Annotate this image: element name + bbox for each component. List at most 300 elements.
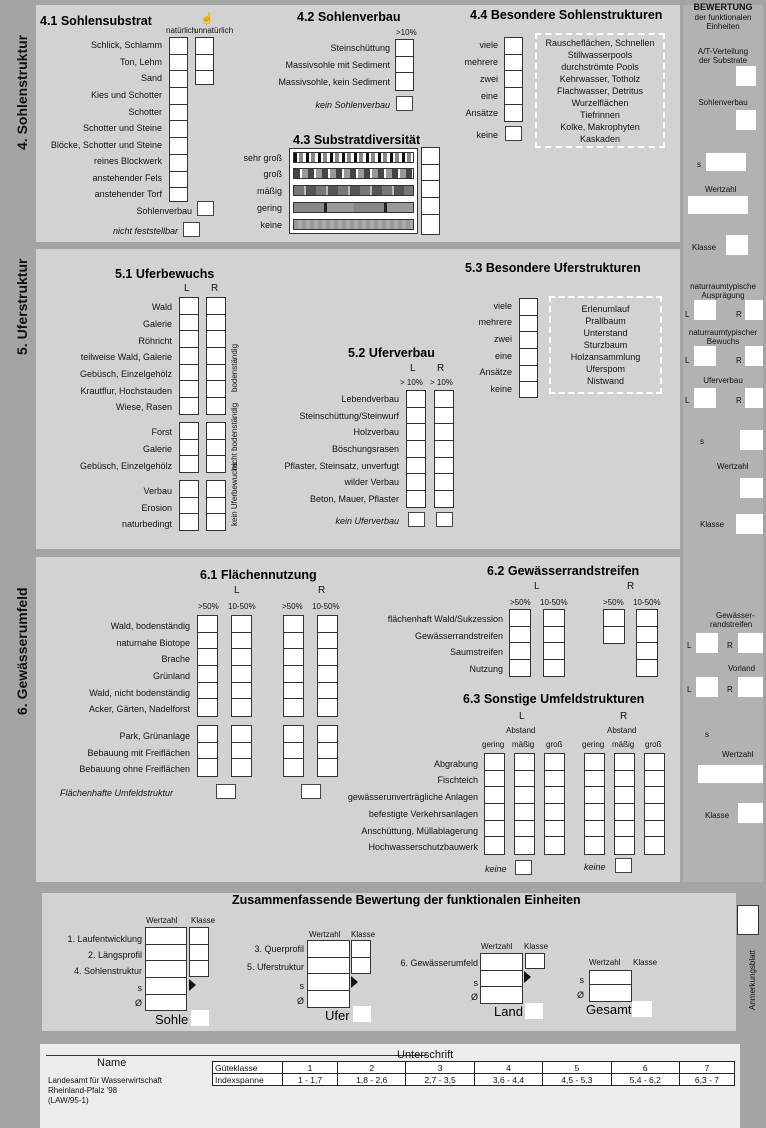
h62-c1: >50% (510, 598, 531, 607)
h63-c: mäßig (512, 740, 535, 749)
sum-klasse: Klasse (633, 958, 658, 967)
h51-r: R (211, 283, 219, 294)
h62-L-10-50[interactable] (543, 609, 565, 677)
h63-item: Abgrabung (433, 759, 478, 769)
is-range: 2,7 - 3,5 (406, 1074, 474, 1086)
h61-item: Park, Grünanlage (119, 731, 190, 741)
bew-label: naturraumtypischer (688, 328, 758, 337)
h61-R-10-50[interactable] (317, 615, 338, 717)
is-range: 6,3 - 7 (679, 1074, 734, 1086)
h52-col: > 10% (430, 378, 453, 387)
h53-title: 5.3 Besondere Uferstrukturen (465, 261, 641, 275)
footer-pub: Rheinland-Pfalz '98 (48, 1086, 118, 1095)
h63-c: gering (582, 740, 605, 749)
checkbox[interactable] (183, 222, 200, 237)
footer-name: Name (97, 1057, 127, 1069)
diversity-pattern (293, 152, 414, 163)
hand-icon: ☝ (200, 13, 214, 25)
h62-l: L (534, 581, 540, 592)
h41-item: anstehender Torf (94, 189, 162, 199)
sum-land-item: s (473, 978, 478, 988)
sum-land-label: Land (494, 1004, 523, 1019)
h53-level: Ansätze (479, 367, 512, 377)
h41-item: Kies und Schotter (90, 90, 162, 100)
sum-land-klasse[interactable] (525, 953, 545, 969)
h43-item: mäßig (256, 186, 282, 196)
h41-item: Schotter und Steine (82, 123, 162, 133)
h41-item: Schotter (128, 107, 162, 117)
sum-gesamt-result[interactable] (632, 1001, 652, 1017)
sum-ufer-label: Ufer (325, 1008, 350, 1023)
h63-title: 6.3 Sonstige Umfeldstrukturen (463, 692, 645, 706)
h53-item: Prallbaum (585, 316, 626, 326)
h61-l: L (234, 585, 240, 596)
bew-klasse: Klasse (705, 811, 730, 820)
h44-item: Stillwasserpools (567, 50, 633, 60)
side-label: Anmerkungsblatt (748, 949, 757, 1010)
h61-item: Wald, bodenständig (110, 621, 190, 631)
bew-L: L (685, 356, 690, 365)
bew-input[interactable] (738, 633, 763, 653)
gueteklasse-table (212, 1061, 735, 1086)
bew-input[interactable] (694, 388, 716, 408)
sum-sohle-item: 1. Laufentwicklung (67, 934, 142, 944)
h41-item: Sohlenverbau (136, 206, 192, 216)
h51-L-group3[interactable] (179, 480, 199, 531)
h63-r: R (620, 711, 628, 722)
bew-L: L (687, 685, 692, 694)
sum-ufer-item: s (299, 981, 304, 991)
bew-klasse: Klasse (700, 520, 725, 529)
h61-item: Brache (161, 654, 190, 664)
bew-label: Bewuchs (706, 337, 740, 346)
h52-item: Böschungsrasen (331, 444, 399, 454)
bew-R: R (736, 356, 742, 365)
bew-sub: der funktionalen (694, 13, 752, 22)
bew-label: Ausprägung (701, 291, 745, 300)
sum-sohle-klasse[interactable] (189, 927, 209, 977)
h42-item: Massivsohle mit Sediment (285, 60, 390, 70)
checkbox[interactable] (615, 858, 632, 873)
h53-level: mehrere (478, 317, 512, 327)
bew-label: der Substrate (698, 56, 748, 65)
h43-checkboxes[interactable] (421, 147, 440, 235)
is-range: 4,5 - 5,3 (543, 1074, 611, 1086)
h63-c: groß (645, 740, 662, 749)
footer-area (40, 1044, 740, 1128)
h44-item: durchströmte Pools (561, 62, 639, 72)
h44-title: 4.4 Besondere Sohlenstrukturen (470, 8, 663, 22)
bew-label: Vorland (728, 664, 756, 673)
h41-item: reines Blockwerk (93, 156, 162, 166)
h63-R-gering[interactable] (584, 753, 605, 855)
gk-label: Güteklasse (213, 1062, 283, 1074)
sum-land-item: Ø (470, 992, 478, 1002)
h52-item: Beton, Mauer, Pflaster (309, 494, 399, 504)
h63-R-maessig[interactable] (614, 753, 635, 855)
h63-L-gering[interactable] (484, 753, 505, 855)
bew-L: L (687, 641, 692, 650)
h62-item: Gewässerrandstreifen (414, 631, 503, 641)
h51-item: Wald (151, 302, 172, 312)
h53-item: Holzansammlung (570, 352, 641, 362)
h61-extra: Flächenhafte Umfeldstruktur (60, 788, 174, 798)
footer-pub: (LAW/95-1) (48, 1096, 89, 1105)
h51-item: Verbau (143, 486, 172, 496)
is-range: 1 - 1,7 (283, 1074, 338, 1086)
h51-title: 5.1 Uferbewuchs (115, 267, 215, 281)
checkbox[interactable] (436, 512, 453, 527)
checkbox[interactable] (197, 201, 214, 216)
sum-sohle-label: Sohle (155, 1012, 189, 1027)
h51-item: teilweise Wald, Galerie (80, 352, 172, 362)
h63-L-maessig[interactable] (514, 753, 535, 855)
h63-l: L (519, 711, 525, 722)
bew-klasse: Klasse (692, 243, 717, 252)
bew-input[interactable] (745, 346, 763, 366)
h53-level: zwei (493, 334, 512, 344)
sum-ufer-item: Ø (296, 996, 304, 1006)
h62-R-gt50[interactable] (603, 609, 625, 644)
h63-L-gross[interactable] (544, 753, 565, 855)
sum-wertzahl: Wertzahl (589, 958, 621, 967)
h41-col2: unnatürlich (194, 26, 234, 35)
sum-sohle-item: 4. Sohlenstruktur (73, 966, 142, 976)
h62-item: flächenhaft Wald/Sukzession (387, 614, 503, 624)
h63-c: groß (546, 740, 563, 749)
h53-item: Sturzbaum (583, 340, 628, 350)
arrow-icon (189, 979, 196, 991)
gk-class: 5 (543, 1062, 611, 1074)
bew-wertzahl: Wertzahl (722, 750, 754, 759)
h51-item: Gebüsch, Einzelgehölz (79, 461, 172, 471)
checkbox[interactable] (396, 96, 413, 111)
h62-R-10-50[interactable] (636, 609, 658, 677)
bew-label: randstreifen (710, 620, 753, 629)
bew-s: s (705, 730, 709, 739)
h52-item: Lebendverbau (341, 394, 399, 404)
h53-item: Nistwand (586, 376, 624, 386)
bew-input[interactable] (736, 514, 763, 534)
h61-r: R (318, 585, 326, 596)
h61-c1: >50% (198, 602, 219, 611)
h52-l: L (410, 363, 416, 374)
checkbox[interactable] (408, 512, 425, 527)
h63-abstand: Abstand (607, 726, 637, 735)
h61-title: 6.1 Flächennutzung (200, 568, 317, 582)
bew-input[interactable] (740, 430, 763, 450)
is-label: Indexspanne (213, 1074, 283, 1086)
h53-checkboxes[interactable] (519, 298, 538, 398)
bew-input[interactable] (726, 235, 748, 255)
arrow-icon (524, 971, 531, 983)
h43-item: keine (260, 220, 282, 230)
h43-title: 4.3 Substratdiversität (293, 133, 421, 147)
sum-ufer-item: 3. Querprofil (254, 944, 304, 954)
diversity-pattern (293, 168, 414, 179)
h62-item: Saumstreifen (449, 647, 503, 657)
h51-R-group2[interactable] (206, 422, 226, 473)
h44-level: zwei (479, 74, 498, 84)
h52-item: Pflaster, Steinsatz, unverfugt (284, 461, 399, 471)
h42-item: Steinschüttung (330, 43, 390, 53)
sum-wertzahl: Wertzahl (309, 930, 341, 939)
bew-L: L (685, 396, 690, 405)
h61-L-10-50[interactable] (231, 615, 252, 717)
bew-R: R (736, 396, 742, 405)
sum-wertzahl: Wertzahl (146, 916, 178, 925)
h61-item: Bebauung ohne Freiflächen (79, 764, 190, 774)
h41-item: Ton, Lehm (119, 57, 162, 67)
h44-item: Flachwasser, Detritus (556, 86, 644, 96)
gk-class: 7 (679, 1062, 734, 1074)
bew-input[interactable] (736, 110, 756, 130)
gk-class: 3 (406, 1062, 474, 1074)
bew-input[interactable] (745, 388, 763, 408)
h62-r: R (627, 581, 635, 592)
h43-item: groß (263, 169, 282, 179)
h41-item: Schlick, Schlamm (90, 40, 162, 50)
bew-input[interactable] (736, 66, 756, 86)
h62-item: Nutzung (469, 664, 503, 674)
sum-klasse: Klasse (191, 916, 216, 925)
h41-unnatural-checkboxes[interactable] (195, 37, 214, 85)
sum-gesamt-label: Gesamt (586, 1002, 632, 1017)
h63-R-gross[interactable] (644, 753, 665, 855)
h52-item: Holzverbau (353, 427, 399, 437)
is-range: 3,6 - 4,4 (474, 1074, 542, 1086)
h52-item: kein Uferverbau (335, 516, 399, 526)
bew-R: R (727, 641, 733, 650)
gk-class: 6 (611, 1062, 679, 1074)
h51-l: L (184, 283, 190, 294)
h62-title: 6.2 Gewässerrandstreifen (487, 564, 640, 578)
h52-R-checkboxes[interactable] (434, 390, 454, 508)
h63-abstand: Abstand (506, 726, 536, 735)
diversity-pattern (293, 185, 414, 196)
h61-L-10-50-group2[interactable] (231, 725, 252, 777)
h41-col1: natürlich (166, 26, 197, 35)
h62-c2: 10-50% (633, 598, 661, 607)
bew-R: R (736, 310, 742, 319)
h61-L-gt50-group2[interactable] (197, 725, 218, 777)
bew-wertzahl: Wertzahl (717, 462, 749, 471)
h51-item: Galerie (142, 444, 172, 454)
sum-gesamt-wertzahl[interactable] (589, 970, 632, 1002)
h51-L-group1[interactable] (179, 297, 199, 415)
bew-label: naturraumtypische (690, 282, 756, 291)
h52-item: wilder Verbau (344, 477, 399, 487)
sum-land-result[interactable] (525, 1003, 543, 1019)
h63-item: Fischteich (437, 775, 478, 785)
bew-input[interactable] (738, 677, 763, 697)
h44-item: Kolke, Makrophyten (560, 122, 640, 132)
sum-klasse: Klasse (351, 930, 376, 939)
diversity-pattern (293, 202, 414, 213)
bew-input[interactable] (706, 153, 746, 171)
bew-input[interactable] (688, 196, 748, 214)
h51-g2label: nicht bodenständig (230, 402, 239, 470)
footer-pub: Landesamt für Wasserwirtschaft (48, 1076, 162, 1085)
h41-item: Sand (140, 73, 162, 83)
h63-item: gewässerunverträgliche Anlagen (347, 792, 478, 802)
h52-col: > 10% (400, 378, 423, 387)
sum-wertzahl: Wertzahl (481, 942, 513, 951)
h51-R-group3[interactable] (206, 480, 226, 531)
bew-label: Uferverbau (703, 376, 743, 385)
sum-ufer-wertzahl[interactable] (307, 940, 350, 1008)
sum-ufer-item: 5. Uferstruktur (246, 962, 304, 972)
h53-level: keine (490, 384, 512, 394)
h44-level: viele (479, 40, 498, 50)
h44-item: Wurzelflächen (571, 98, 629, 108)
h61-item: naturnahe Biotope (116, 638, 190, 648)
h52-L-checkboxes[interactable] (406, 390, 426, 508)
h61-R-gt50[interactable] (283, 615, 304, 717)
h42-item: kein Sohlenverbau (315, 100, 390, 110)
footer-unterschrift: Unterschrift (397, 1049, 454, 1061)
sum-land-item: 6. Gewässerumfeld (400, 958, 478, 968)
h61-L-gt50[interactable] (197, 615, 218, 717)
gk-class: 1 (283, 1062, 338, 1074)
bew-title: BEWERTUNG (693, 2, 753, 12)
h62-L-gt50[interactable] (509, 609, 531, 677)
side-tab (737, 905, 759, 935)
h41-item: anstehender Fels (92, 173, 162, 183)
h44-item: Rauscheflächen, Schnellen (545, 38, 655, 48)
footer-line (46, 1055, 426, 1056)
h63-keine: keine (584, 862, 606, 872)
bew-label: Gewässer- (716, 611, 755, 620)
checkbox[interactable] (515, 860, 532, 875)
h53-level: viele (493, 301, 512, 311)
h61-c1: >50% (282, 602, 303, 611)
section-label-6: 6. Gewässerumfeld (14, 587, 30, 715)
h51-item: naturbedingt (121, 519, 172, 529)
h51-item: Krautflur, Hochstauden (80, 386, 172, 396)
sum-sohle-result[interactable] (191, 1010, 209, 1026)
h42-checkboxes[interactable] (395, 39, 414, 91)
is-range: 5,4 - 6,2 (611, 1074, 679, 1086)
h63-c: gering (482, 740, 505, 749)
sum-sohle-item: 2. Längsprofil (87, 950, 142, 960)
h61-c2: 10-50% (228, 602, 256, 611)
h51-R-group1[interactable] (206, 297, 226, 415)
h63-item: Anschüttung, Müllablagerung (361, 826, 478, 836)
h51-item: Forst (151, 427, 172, 437)
h44-checkboxes[interactable] (504, 37, 523, 122)
h62-c2: 10-50% (540, 598, 568, 607)
h63-c: mäßig (612, 740, 635, 749)
h44-item: Kaskaden (579, 134, 621, 144)
h63-item: Hochwasserschutzbauwerk (368, 842, 478, 852)
bew-input[interactable] (694, 300, 716, 320)
bew-label: Sohlenverbau (698, 98, 748, 107)
h44-item: Kehrwasser, Totholz (559, 74, 641, 84)
sum-land-wertzahl[interactable] (480, 953, 523, 1004)
h41-item: Blöcke, Schotter und Steine (50, 140, 162, 150)
checkbox[interactable] (505, 126, 522, 141)
h43-item: sehr groß (243, 153, 282, 163)
h52-item: Steinschüttung/Steinwurf (299, 411, 399, 421)
sum-sohle-wertzahl[interactable] (145, 927, 187, 1011)
h53-item: Uferspom (585, 364, 625, 374)
h51-g1label: bodenständig (230, 343, 239, 392)
h61-item: Wald, nicht bodenständig (89, 688, 190, 698)
sum-klasse: Klasse (524, 942, 549, 951)
is-range: 1,8 - 2,6 (338, 1074, 406, 1086)
sum-ufer-result[interactable] (353, 1006, 371, 1022)
h42-item: Massivsohle, kein Sediment (278, 77, 390, 87)
h61-item: Grünland (152, 671, 190, 681)
sum-gesamt-item: Ø (576, 990, 584, 1000)
h42-col: >10% (396, 28, 417, 37)
h53-item: Erlenumlauf (581, 304, 630, 314)
h44-item: Tiefrinnen (580, 110, 620, 120)
h51-g3label: kein Uferbewuchs (230, 462, 239, 526)
bew-L: L (685, 310, 690, 319)
h61-c2: 10-50% (312, 602, 340, 611)
bew-s: s (700, 437, 704, 446)
h51-item: Erosion (141, 503, 172, 513)
h42-title: 4.2 Sohlenverbau (297, 10, 401, 24)
sum-ufer-klasse[interactable] (351, 940, 371, 974)
h53-item: Unterstand (583, 328, 628, 338)
sum-sohle-item: s (137, 983, 142, 993)
h52-title: 5.2 Uferverbau (348, 346, 435, 360)
section-label-5: 5. Uferstruktur (14, 258, 30, 355)
h61-item: Bebauung mit Freiflächen (87, 748, 190, 758)
gk-class: 4 (474, 1062, 542, 1074)
bew-input[interactable] (696, 633, 718, 653)
bew-input[interactable] (738, 803, 763, 823)
bew-input[interactable] (740, 478, 763, 498)
h41-item: nicht feststellbar (112, 226, 178, 236)
bew-label: A/T-Verteilung (697, 47, 749, 56)
h53-level: eine (494, 351, 512, 361)
h51-L-group2[interactable] (179, 422, 199, 473)
gk-class: 2 (338, 1062, 406, 1074)
bew-input[interactable] (694, 346, 716, 366)
h51-item: Wiese, Rasen (115, 402, 172, 412)
h62-c1: >50% (603, 598, 624, 607)
h41-title: 4.1 Sohlensubstrat (40, 14, 152, 28)
bew-s: s (697, 160, 701, 169)
bew-R: R (727, 685, 733, 694)
h44-level: mehrere (464, 57, 498, 67)
h51-item: Gebüsch, Einzelgehölz (79, 369, 172, 379)
h52-r: R (437, 363, 445, 374)
h43-item: gering (256, 203, 282, 213)
diversity-pattern (293, 219, 414, 230)
h44-level: eine (480, 91, 498, 101)
h44-level: keine (476, 130, 498, 140)
bew-input[interactable] (745, 300, 763, 320)
h44-level: Ansätze (465, 108, 498, 118)
h51-item: Galerie (142, 319, 172, 329)
bew-sub: Einheiten (706, 22, 740, 31)
h63-item: befestigte Verkehrsanlagen (368, 809, 478, 819)
h63-keine: keine (485, 864, 507, 874)
section-label-4: 4. Sohlenstruktur (14, 34, 30, 150)
h41-natural-checkboxes[interactable] (169, 37, 188, 202)
checkbox[interactable] (216, 784, 236, 799)
bew-input[interactable] (698, 765, 763, 783)
bew-input[interactable] (696, 677, 718, 697)
sum-gesamt-item: s (579, 975, 584, 985)
sum-sohle-item: Ø (134, 998, 142, 1008)
h61-item: Acker, Gärten, Nadelforst (88, 704, 190, 714)
